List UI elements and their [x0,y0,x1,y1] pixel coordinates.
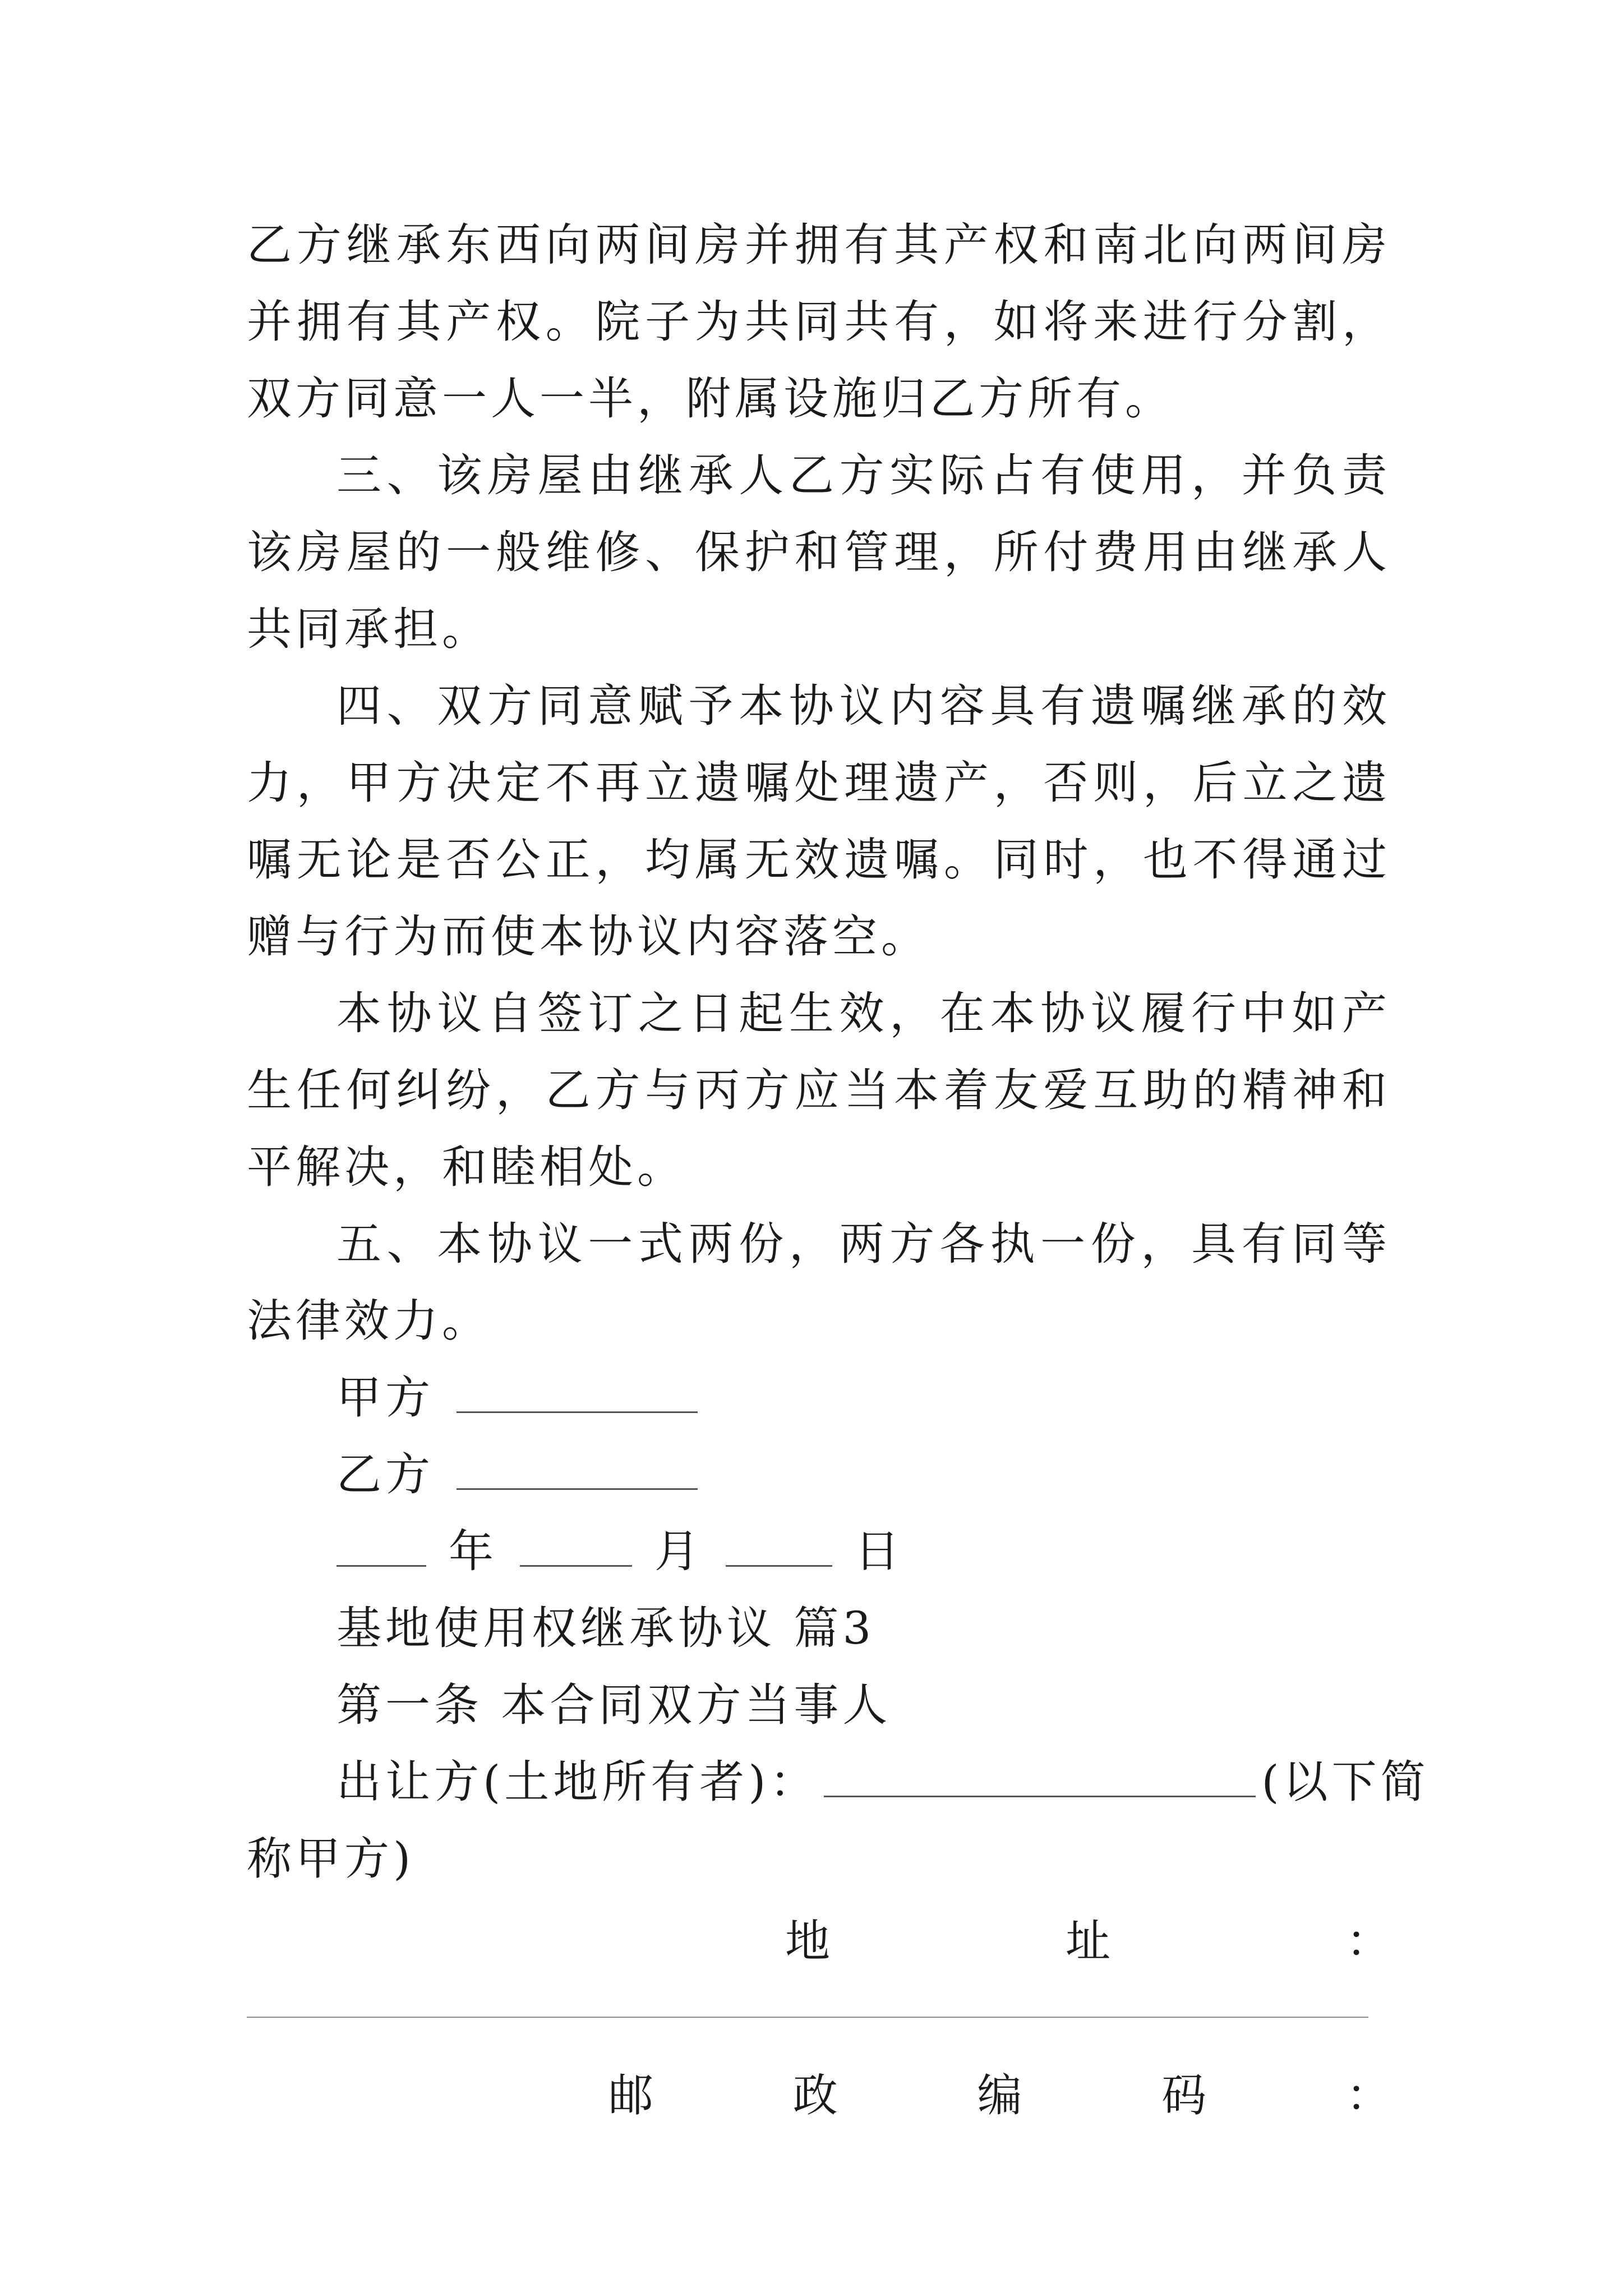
section-title: 基地使用权继承协议 篇3 [336,1602,875,1654]
postal-char-1: 邮 [608,2069,653,2122]
year-label: 年 [449,1525,497,1577]
party-b-blank [457,1453,698,1490]
paragraph-inheritance-rooms: 乙方继承东西向两间房并拥有其产权和南北向两间房并拥有其产权。院子为共同共有，如将来进行分割，双方同意一人一半，附属设施归乙方所有。 [247,219,1391,425]
postal-char-3: 编 [977,2069,1022,2122]
postal-char-2: 政 [792,2069,838,2122]
paragraph-clause-4: 四、双方同意赋予本协议内容具有遗嘱继承的效力，甲方决定不再立遗嘱处理遗产，否则，后立之遗嘱无论是否公正，均属无效遗嘱。同时，也不得通过赠与行为而使本协议内容落空。 [247,680,1391,963]
address-char-2: 址 [1066,1915,1110,1967]
signature-party-b [247,1436,1391,1513]
paragraph-effective: 本协议自签订之日起生效，在本协议履行中如产生任何纠纷，乙方与丙方应当本着友爱互助的精神和平解决，和睦相处。 [247,987,1391,1193]
transferor-label: 出让方(土地所有者)： [336,1756,819,1808]
address-char-1: 地 [785,1915,830,1967]
paragraph-clause-5: 五、本协议一式两份，两方各执一份，具有同等法律效力。 [247,1218,1391,1347]
transferor-blank [824,1761,1256,1797]
transferor-line [247,1743,1430,1820]
postal-colon: ： [1346,2069,1391,2122]
day-label: 日 [855,1525,903,1577]
signature-date [247,1513,1391,1590]
party-a-blank [457,1377,698,1413]
party-a-label: 甲方 [336,1372,434,1424]
signature-party-a [247,1359,1391,1436]
transferor-continuation: 称甲方) [247,1833,415,1885]
month-blank [520,1530,632,1567]
postal-char-4: 码 [1161,2069,1207,2122]
day-blank [726,1530,832,1567]
address-colon: ： [1346,1915,1391,1967]
postal-code-field [247,2057,1391,2134]
article-1-heading: 第一条 本合同双方当事人 [336,1679,892,1731]
year-blank [336,1530,426,1567]
paragraph-clause-3: 三、该房屋由继承人乙方实际占有使用，并负责该房屋的一般维修、保护和管理，所付费用由继承人共同承担。 [247,449,1391,655]
document-body [247,206,1430,2134]
address-field [247,1903,1391,1980]
party-b-label: 乙方 [336,1448,434,1501]
address-underline [247,2017,1368,2018]
month-label: 月 [654,1525,703,1577]
transferor-suffix: (以下简 [1261,1756,1430,1808]
